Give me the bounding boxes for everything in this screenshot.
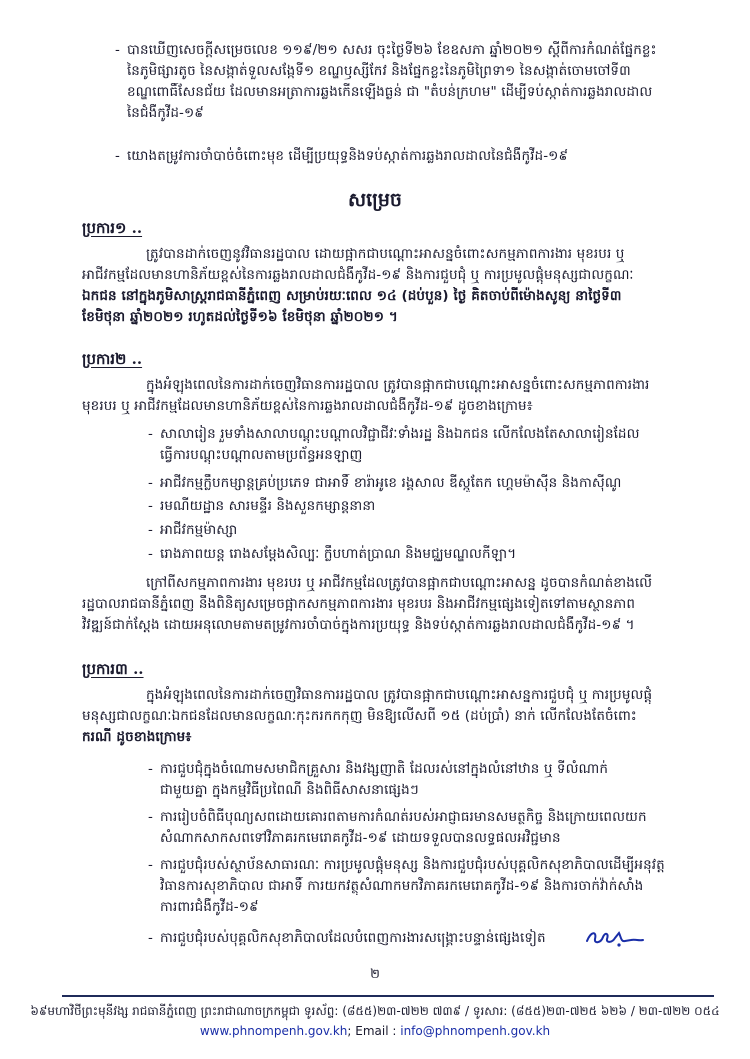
- bullet-dash: -: [148, 809, 153, 825]
- article2-bullet: ធ្វើការបណ្តុះបណ្តាលតាមប្រព័ន្ធអនឡាញ: [160, 447, 363, 463]
- bullet-dash: -: [115, 148, 120, 164]
- article1-line: ត្រូវបានដាក់ចេញនូវវិធានរដ្ឋបាល ដោយផ្អាកជាបណ្តោះអាសន្នចំពោះសកម្មភាពការងារ មុខរបរ ឬ: [146, 246, 625, 262]
- initials-signature-icon: [585, 927, 645, 949]
- article3-bullet: ការរៀបចំពិធីបុណ្យសពដោយគោរពតាមការកំណត់របស់អាជ្ញាធរមានសមត្ថកិច្ច និងក្រោយពេលយក: [160, 809, 647, 825]
- article2-bullet: រោងភាពយន្ត រោងសម្តែងសិល្បៈ ក្លឹបហាត់ប្រាណ និងមជ្ឈមណ្ឌលកីឡា។: [160, 546, 517, 562]
- article2-intro-line: ក្នុងអំឡុងពេលនៃការដាក់ចេញវិធានការរដ្ឋបាល ត្រូវបានផ្អាកជាបណ្តោះអាសន្នចំពោះសកម្មភាពការងារ: [146, 377, 650, 393]
- article1-title: ប្រការ១ ..: [82, 219, 143, 237]
- article3-intro-line: ក្នុងអំឡុងពេលនៃការដាក់ចេញវិធានការរដ្ឋបាល ត្រូវបានផ្អាកជាបណ្តោះអាសន្នការជួបជុំ ឬ ការប្រមូលផ្តុំ: [146, 687, 653, 703]
- bullet-dash: -: [148, 930, 153, 946]
- article1-line: ខែមិថុនា ឆ្នាំ២០២១ រហូតដល់ថ្ងៃទី១៦ ខែមិថុនា ឆ្នាំ២០២១ ។: [82, 309, 398, 325]
- article2-closing-line: រដ្ឋបាលរាជធានីភ្នំពេញ នឹងពិនិត្យសម្រេចផ្អាកសកម្មភាពការងារ មុខរបរ និងអាជីវកម្មផ្សេងទៀតទៅតាមស្ថានភាព: [82, 596, 636, 612]
- bullet-dash: -: [148, 475, 153, 491]
- article3-intro-line: មនុស្សជាលក្ខណៈឯកជនដែលមានលក្ខណៈកុះករកកកុញ មិនឱ្យលើសពី ១៥ (ដប់ប្រាំ) នាក់ លើកលែងតែចំពោះ: [82, 708, 637, 724]
- article2-closing-line: ក្រៅពីសកម្មភាពការងារ មុខរបរ ឬ អាជីវកម្មដែលត្រូវបានផ្អាកជាបណ្តោះអាសន្ន ដូចបានកំណត់ខាងលើ: [146, 575, 653, 591]
- page-number: ២: [370, 967, 380, 982]
- article3-bullet: ការជួបជុំរបស់ស្ថាប័នសាធារណៈ ការប្រមូលផ្តុំមនុស្ស និងការជួបជុំរបស់បុគ្គលិកសុខាភិបាលដើម្បីអនុវត្ត: [160, 857, 665, 873]
- bullet-dash: -: [148, 498, 153, 514]
- article3-intro-line: ករណី ដូចខាងក្រោម៖: [82, 729, 192, 745]
- article2-bullet: អាជីវកម្មក្លឹបកម្សាន្តគ្រប់ប្រភេទ ជាអាទិ៍ ខារ៉ាអូខេ រង្គសាល ឌីស្កូតែក ហ្គេមម៉ាស៊ីន និងកាស៊ីណូ: [160, 475, 622, 491]
- article1-line: អាជីវកម្មដែលមានហានិភ័យខ្ពស់នៃការឆ្លងរាលដាលជំងឺកូវីដ-១៩ និងការជួបជុំ ឬ ការប្រមូលផ្តុំមនុស្សជាលក្ខណៈ: [82, 267, 634, 283]
- footer-contact: [0, 1024, 750, 1038]
- article1-line: ឯកជន នៅក្នុងភូមិសាស្ត្ររាជធានីភ្នំពេញ សម្រាប់រយៈពេល ១៤ (ដប់បួន) ថ្ងៃ គិតចាប់ពីម៉ោងសូន្យ នាថ្ងៃទី៣: [82, 288, 622, 304]
- article3-bullet: សំណាកសាកសពទៅវិភាគរកមេរោគកូវីដ-១៩ ដោយទទួលបានលទ្ធផលអវិជ្ជមាន: [160, 830, 561, 846]
- article3-bullet: ជាមួយគ្នា ក្នុងកម្មវិធីប្រពៃណី និងពិធីសាសនាផ្សេងៗ: [160, 782, 419, 798]
- footer-divider: [62, 995, 714, 997]
- article2-intro-line: មុខរបរ ឬ អាជីវកម្មដែលមានហានិភ័យខ្ពស់នៃការឆ្លងរាលដាលជំងឺកូវីដ-១៩ ដូចខាងក្រោម៖: [82, 398, 533, 414]
- website-link[interactable]: www.phnompenh.gov.kh: [199, 1024, 348, 1038]
- bullet-dash: -: [115, 42, 120, 58]
- email-link[interactable]: info@phnompenh.gov.kh: [400, 1024, 551, 1038]
- article2-bullet: សាលារៀន រួមទាំងសាលាបណ្តុះបណ្តាលវិជ្ជាជីវៈទាំងរដ្ឋ និងឯកជន លើកលែងតែសាលារៀនដែល: [160, 426, 640, 442]
- article2-closing-line: វិវឌ្ឍន៍ជាក់ស្តែង ដោយអនុលោមតាមតម្រូវការចាំបាច់ក្នុងការប្រយុទ្ធ និងទប់ស្កាត់ការឆ្លងរាលដាលជំងឺកូវីដ-១៩ ។: [82, 617, 635, 633]
- article3-bullet: ការជួបជុំក្នុងចំណោមសមាជិកគ្រួសារ និងវង្សញាតិ ដែលរស់នៅក្នុងលំនៅឋាន ឬ ទីលំណាក់: [160, 761, 609, 777]
- article3-bullet: ការជួបជុំរបស់បុគ្គលិកសុខាភិបាលដែលបំពេញការងារសង្គ្រោះបន្ទាន់ផ្សេងទៀត: [160, 930, 546, 946]
- top-bullet-line: នៃជំងឺកូវីដ-១៩: [127, 105, 204, 121]
- article2-bullet: រមណីយដ្ឋាន សារមន្ទីរ និងសួនកម្សាន្តនានា: [160, 498, 376, 514]
- article3-title: ប្រការ៣ ..: [82, 660, 144, 678]
- email-label: ; Email :: [347, 1024, 401, 1038]
- article3-bullet: ការពារជំងឺកូវីដ-១៩: [160, 899, 259, 915]
- top-bullet-line: នៃភូមិផ្សារតូច នៃសង្កាត់ទួលសង្កែទី១ ខណ្ឌឫស្សីកែវ និងផ្នែកខ្លះនៃភូមិព្រៃទា១ នៃសង្កាត់ចោមចៅទី៣: [127, 63, 631, 79]
- bullet-dash: -: [148, 522, 153, 538]
- article2-title: ប្រការ២ ..: [82, 350, 143, 368]
- top-bullet-line: បានឃើញសេចក្តីសម្រេចលេខ ១១៩/២១ សសរ ចុះថ្ងៃទី២៦ ខែឧសភា ឆ្នាំ២០២១ ស្តីពីការកំណត់ផ្នែកខ្លះ: [127, 42, 657, 58]
- bullet-dash: -: [148, 426, 153, 442]
- article2-bullet: អាជីវកម្មម៉ាស្សា: [160, 522, 238, 538]
- article3-bullet: វិធានការសុខាភិបាល ជាអាទិ៍ ការយកវត្ថុសំណាកមកវិភាគរកមេរោគកូវីដ-១៩ និងការចាក់វ៉ាក់សាំង: [160, 878, 644, 894]
- footer-address: ៦៩មហាវិថីព្រះមុនីវង្ស រាជធានីភ្នំពេញ ព្រះរាជាណាចក្រកម្ពុជា ទូរស័ព្ទ: (៨៥៥)២៣-៧២២ ៧៣៩ / ទូរសារ: (៨៥៥)២៣-៧២៥ ៦២៦ / ២៣-៧២២ ០៥៤: [30, 1004, 720, 1018]
- bullet-dash: -: [148, 857, 153, 873]
- decision-heading: សម្រេច: [348, 189, 402, 211]
- top-bullet-line: យោងតម្រូវការចាំបាច់ចំពោះមុខ ដើម្បីប្រយុទ្ធនិងទប់ស្កាត់ការឆ្លងរាលដាលនៃជំងឺកូវីដ-១៩: [127, 148, 569, 164]
- bullet-dash: -: [148, 546, 153, 562]
- top-bullet-line: ខណ្ឌពោធិ៍សែនជ័យ ដែលមានអត្រាការឆ្លងកើនឡើងធ្ងន់ ជា "តំបន់ក្រហម" ដើម្បីទប់ស្កាត់ការឆ្លងរាលដាល: [127, 84, 653, 100]
- bullet-dash: -: [148, 761, 153, 777]
